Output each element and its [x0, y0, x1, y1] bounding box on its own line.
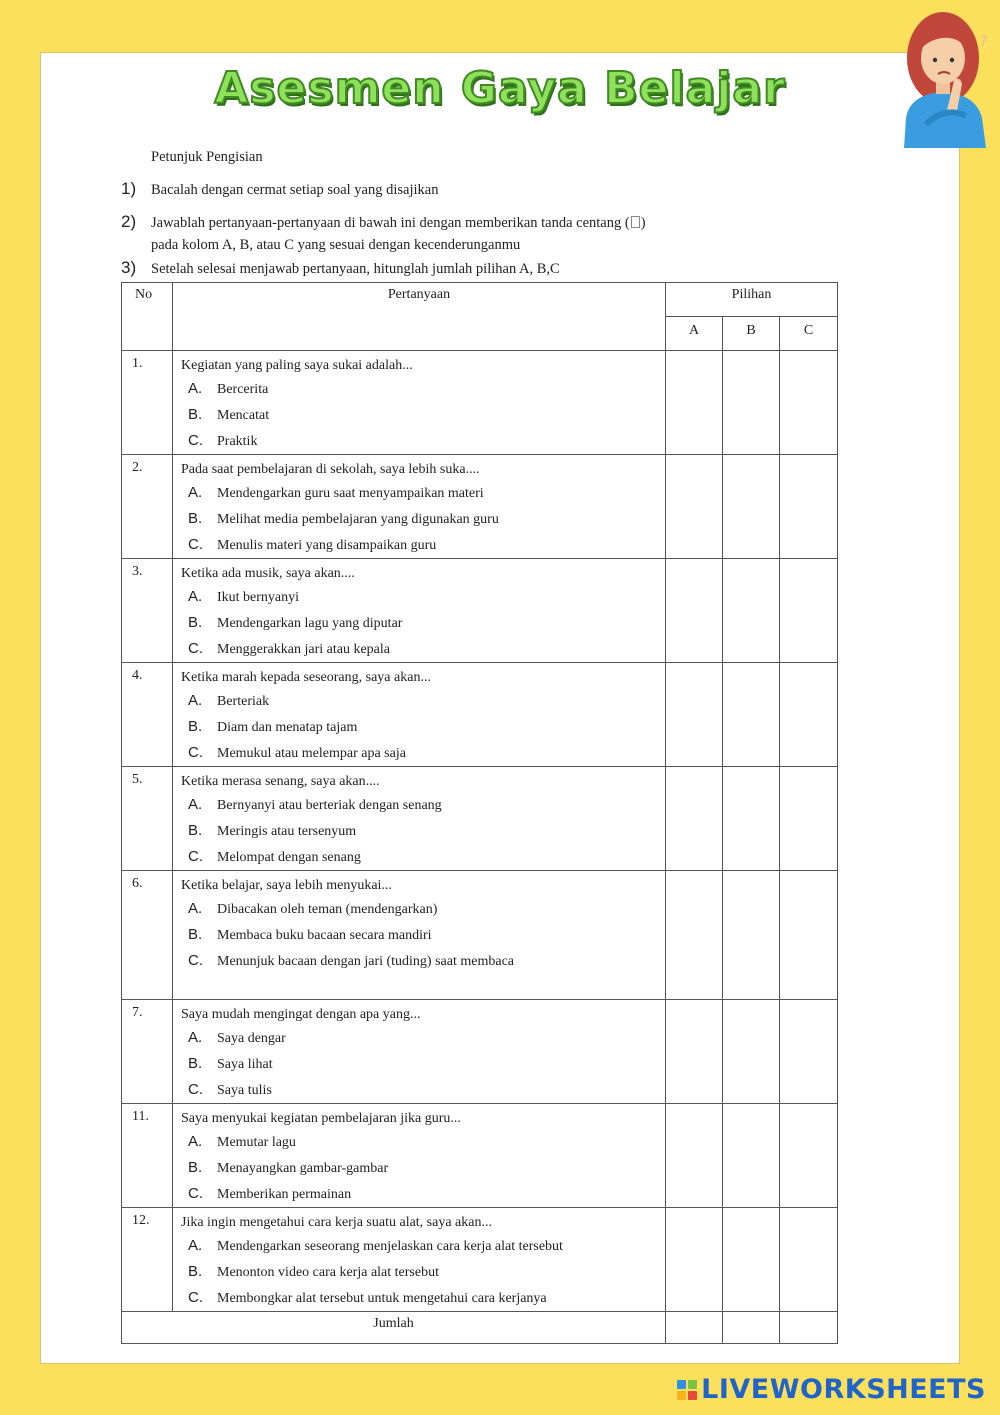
option-text: Mendengarkan lagu yang diputar	[217, 616, 403, 631]
table-row	[122, 871, 838, 1000]
step-number: 3)	[121, 258, 137, 277]
question-cell	[173, 351, 666, 455]
answer-cell-c[interactable]	[780, 767, 838, 871]
option-text: Saya lihat	[217, 1057, 273, 1072]
option-text: Menggerakkan jari atau kepala	[217, 642, 390, 657]
answer-cell-c[interactable]	[780, 1104, 838, 1208]
option-text: Bercerita	[217, 382, 269, 397]
answer-cell-c[interactable]	[780, 1000, 838, 1104]
answer-cell-b[interactable]	[723, 767, 780, 871]
option-text: Menulis materi yang disampaikan guru	[217, 538, 437, 553]
answer-cell-b[interactable]	[723, 559, 780, 663]
option-text: Membaca buku bacaan secara mandiri	[217, 928, 432, 943]
option-text: Memberikan permainan	[217, 1187, 352, 1202]
logo-text: LIVEWORKSHEETS	[701, 1374, 986, 1405]
thinking-girl-icon	[896, 6, 996, 148]
question-number: 4.	[122, 663, 173, 767]
option-text: Mendengarkan seseorang menjelaskan cara kerja alat tersebut	[217, 1239, 563, 1254]
option-letter: C.	[188, 536, 203, 553]
option-item	[181, 792, 657, 818]
option-letter: C.	[188, 952, 203, 969]
option-item	[181, 948, 657, 974]
option-text: Praktik	[217, 434, 258, 449]
option-item	[181, 1285, 657, 1311]
table-row	[122, 1104, 838, 1208]
option-text: Melompat dengan senang	[217, 850, 361, 865]
question-cell	[173, 559, 666, 663]
option-item	[181, 740, 657, 766]
option-letter: C.	[188, 432, 203, 449]
answer-cell-b[interactable]	[723, 1000, 780, 1104]
header-a: A	[666, 317, 723, 351]
answer-cell-a[interactable]	[666, 1208, 723, 1312]
question-text: Ketika ada musik, saya akan....	[181, 566, 355, 581]
option-letter: B.	[188, 1263, 203, 1280]
option-letter: A.	[188, 380, 203, 397]
question-text: Kegiatan yang paling saya sukai adalah...	[181, 358, 413, 373]
answer-cell-c[interactable]	[780, 663, 838, 767]
answer-cell-a[interactable]	[666, 767, 723, 871]
question-number: 12.	[122, 1208, 173, 1312]
table-row	[122, 767, 838, 871]
answer-cell-a[interactable]	[666, 663, 723, 767]
header-b: B	[723, 317, 780, 351]
sum-label: Jumlah	[122, 1312, 666, 1344]
question-text: Saya mudah mengingat dengan apa yang...	[181, 1007, 421, 1022]
option-text: Memukul atau melempar apa saja	[217, 746, 406, 761]
option-text: Saya dengar	[217, 1031, 286, 1046]
table-row	[122, 351, 838, 455]
survey-table	[121, 282, 838, 1344]
option-text: Menayangkan gambar-gambar	[217, 1161, 389, 1176]
question-cell	[173, 663, 666, 767]
question-cell	[173, 1208, 666, 1312]
answer-cell-c[interactable]	[780, 871, 838, 1000]
answer-cell-b[interactable]	[723, 1208, 780, 1312]
step-text: Bacalah dengan cermat setiap soal yang disajikan	[151, 182, 439, 198]
instruction-step-1	[121, 179, 438, 201]
header-question: Pertanyaan	[173, 283, 666, 351]
instruction-step-3	[121, 258, 560, 280]
option-letter: B.	[188, 510, 203, 527]
answer-cell-b[interactable]	[723, 663, 780, 767]
step-text-line2: pada kolom A, B, atau C yang sesuai dengan kecenderunganmu	[151, 237, 521, 253]
option-item	[181, 922, 657, 948]
option-letter: A.	[188, 692, 203, 709]
option-item	[181, 376, 657, 402]
answer-cell-a[interactable]	[666, 1104, 723, 1208]
question-text: Pada saat pembelajaran di sekolah, saya lebih suka....	[181, 462, 480, 477]
option-letter: B.	[188, 718, 203, 735]
option-item	[181, 1077, 657, 1103]
option-item	[181, 844, 657, 870]
question-number: 2.	[122, 455, 173, 559]
option-text: Meringis atau tersenyum	[217, 824, 357, 839]
question-cell	[173, 1104, 666, 1208]
sum-cell-a[interactable]	[666, 1312, 723, 1344]
answer-cell-c[interactable]	[780, 351, 838, 455]
liveworksheets-logo	[677, 1374, 986, 1405]
step-text-block	[151, 212, 646, 256]
step-number: 1)	[121, 179, 137, 198]
option-item	[181, 714, 657, 740]
answer-cell-a[interactable]	[666, 871, 723, 1000]
answer-cell-c[interactable]	[780, 1208, 838, 1312]
option-item	[181, 532, 657, 558]
option-text: Mencatat	[217, 408, 270, 423]
question-text: Ketika merasa senang, saya akan....	[181, 774, 380, 789]
option-text: Membongkar alat tersebut untuk mengetahui cara kerjanya	[217, 1291, 547, 1306]
table-row	[122, 1000, 838, 1104]
worksheet-paper	[40, 52, 960, 1364]
option-letter: A.	[188, 1029, 203, 1046]
step-text-close: )	[640, 215, 646, 231]
step-text: Setelah selesai menjawab pertanyaan, hitunglah jumlah pilihan A, B,C	[151, 261, 560, 277]
answer-cell-a[interactable]	[666, 1000, 723, 1104]
option-text: Menonton video cara kerja alat tersebut	[217, 1265, 439, 1280]
page-title: Asesmen Gaya Belajar	[214, 63, 786, 114]
option-letter: C.	[188, 1289, 203, 1306]
step-number: 2)	[121, 212, 137, 231]
option-text: Bernyanyi atau berteriak dengan senang	[217, 798, 442, 813]
option-item	[181, 1181, 657, 1207]
instruction-step-2	[121, 212, 646, 256]
option-letter: B.	[188, 822, 203, 839]
option-item	[181, 1129, 657, 1155]
answer-cell-b[interactable]	[723, 351, 780, 455]
table-row	[122, 663, 838, 767]
option-item	[181, 584, 657, 610]
question-number: 1.	[122, 351, 173, 455]
option-letter: C.	[188, 640, 203, 657]
option-text: Berteriak	[217, 694, 270, 709]
question-number: 6.	[122, 871, 173, 1000]
option-text: Melihat media pembelajaran yang digunakan guru	[217, 512, 499, 527]
answer-cell-b[interactable]	[723, 455, 780, 559]
option-text: Ikut bernyanyi	[217, 590, 300, 605]
answer-cell-b[interactable]	[723, 871, 780, 1000]
option-letter: A.	[188, 900, 203, 917]
svg-text:?: ?	[980, 34, 988, 50]
option-letter: A.	[188, 1237, 203, 1254]
question-number: 3.	[122, 559, 173, 663]
option-text: Diam dan menatap tajam	[217, 720, 358, 735]
question-number: 11.	[122, 1104, 173, 1208]
option-letter: A.	[188, 484, 203, 501]
option-text: Menunjuk bacaan dengan jari (tuding) saat membaca	[217, 954, 514, 969]
answer-cell-a[interactable]	[666, 455, 723, 559]
option-item	[181, 636, 657, 662]
answer-cell-b[interactable]	[723, 1104, 780, 1208]
instructions-heading: Petunjuk Pengisian	[151, 149, 263, 165]
option-letter: B.	[188, 1159, 203, 1176]
question-cell	[173, 1000, 666, 1104]
answer-cell-a[interactable]	[666, 559, 723, 663]
option-item	[181, 610, 657, 636]
option-item	[181, 506, 657, 532]
question-text: Ketika marah kepada seseorang, saya akan...	[181, 670, 431, 685]
question-number: 5.	[122, 767, 173, 871]
answer-cell-c[interactable]	[780, 559, 838, 663]
sum-cell-b[interactable]	[723, 1312, 780, 1344]
header-c: C	[780, 317, 838, 351]
step-text: Jawablah pertanyaan-pertanyaan di bawah ini dengan memberikan tanda centang (	[151, 215, 630, 231]
option-item	[181, 1259, 657, 1285]
option-letter: B.	[188, 926, 203, 943]
option-letter: A.	[188, 1133, 203, 1150]
question-text: Saya menyukai kegiatan pembelajaran jika guru...	[181, 1111, 461, 1126]
option-item	[181, 1155, 657, 1181]
question-text: Ketika belajar, saya lebih menyukai...	[181, 878, 392, 893]
option-letter: B.	[188, 406, 203, 423]
table-row	[122, 455, 838, 559]
option-item	[181, 818, 657, 844]
sum-cell-c[interactable]	[780, 1312, 838, 1344]
option-letter: B.	[188, 614, 203, 631]
header-choice: Pilihan	[666, 283, 838, 317]
answer-cell-c[interactable]	[780, 455, 838, 559]
sum-row	[122, 1312, 838, 1344]
option-letter: C.	[188, 1185, 203, 1202]
option-letter: C.	[188, 848, 203, 865]
option-text: Mendengarkan guru saat menyampaikan materi	[217, 486, 484, 501]
option-item	[181, 402, 657, 428]
option-letter: A.	[188, 796, 203, 813]
option-letter: C.	[188, 744, 203, 761]
option-letter: C.	[188, 1081, 203, 1098]
option-letter: B.	[188, 1055, 203, 1072]
header-no: No	[122, 283, 173, 351]
table-row	[122, 1208, 838, 1312]
option-text: Dibacakan oleh teman (mendengarkan)	[217, 902, 438, 917]
question-number: 7.	[122, 1000, 173, 1104]
option-text: Memutar lagu	[217, 1135, 296, 1150]
option-item	[181, 1051, 657, 1077]
question-cell	[173, 767, 666, 871]
answer-cell-a[interactable]	[666, 351, 723, 455]
option-item	[181, 1233, 657, 1259]
checkmark-box-icon	[631, 216, 640, 228]
option-item	[181, 428, 657, 454]
logo-mark-icon	[677, 1380, 697, 1400]
option-letter: A.	[188, 588, 203, 605]
option-item	[181, 896, 657, 922]
question-text: Jika ingin mengetahui cara kerja suatu alat, saya akan...	[181, 1215, 492, 1230]
option-text: Saya tulis	[217, 1083, 272, 1098]
table-row	[122, 559, 838, 663]
question-cell	[173, 871, 666, 1000]
question-cell	[173, 455, 666, 559]
option-item	[181, 480, 657, 506]
option-item	[181, 688, 657, 714]
option-item	[181, 1025, 657, 1051]
